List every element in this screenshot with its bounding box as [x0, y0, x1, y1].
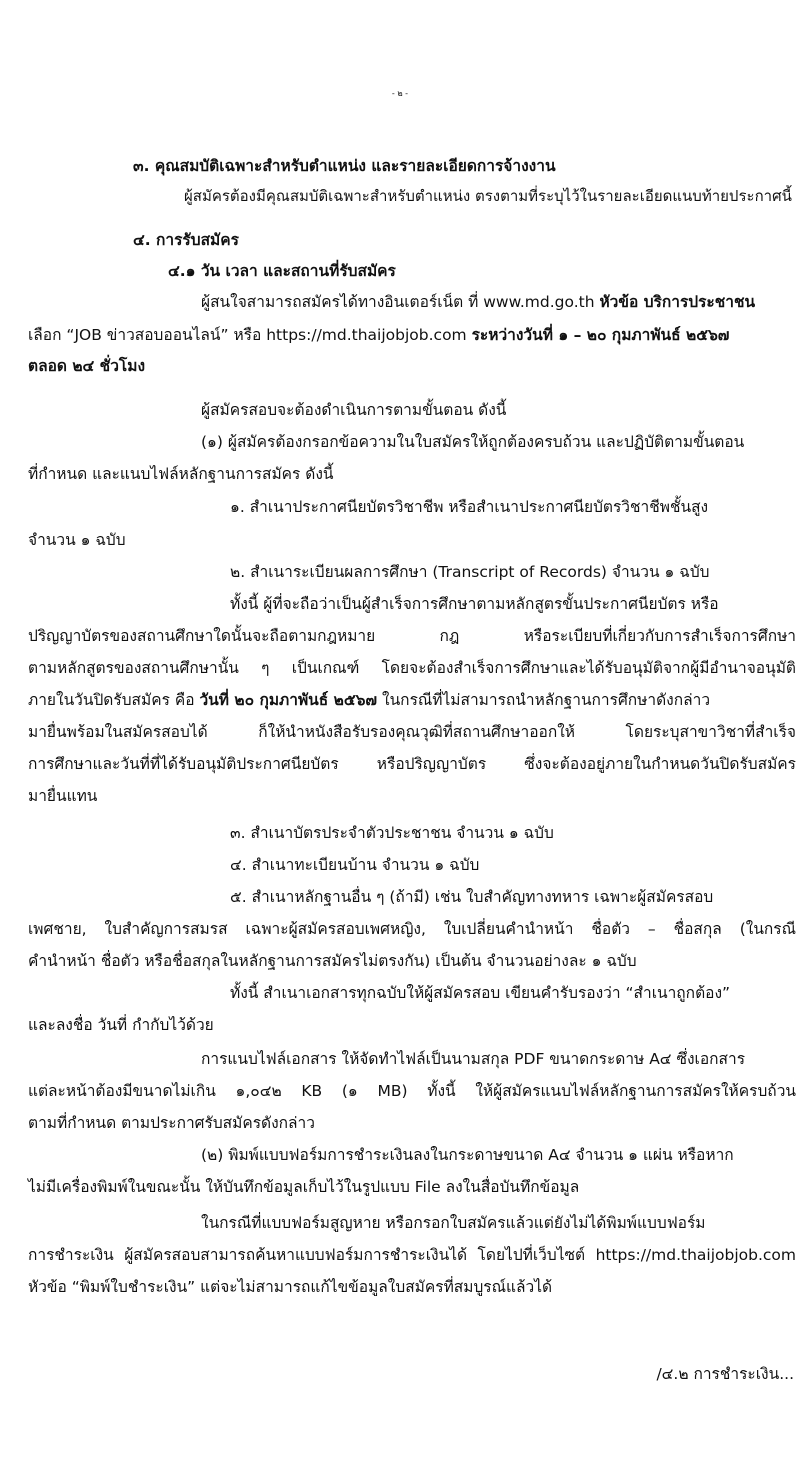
- lost-line3: หัวข้อ “พิมพ์ใบชำระเงิน” แต่จะไม่สามารถแก้ไขข้อมูลใบสมัครที่สมบูรณ์แล้วได้: [28, 1278, 553, 1296]
- intro-line3: ตลอด ๒๔ ชั่วโมง: [28, 357, 146, 375]
- step2-line2: ไม่มีเครื่องพิมพ์ในขณะนั้น ให้บันทึกข้อมูลเก็บไว้ในรูปแบบ File ลงในสื่อบันทึกข้อมูล: [28, 1178, 580, 1196]
- intro-line2-text: เลือก “JOB ข่าวสอบออนไลน์” หรือ https://md.thaijobjob.com: [28, 326, 467, 344]
- doc1-line2: จำนวน ๑ ฉบับ: [28, 531, 126, 549]
- lost-line1: ในกรณีที่แบบฟอร์มสูญหาย หรือกรอกใบสมัครแล้วแต่ยังไม่ได้พิมพ์แบบฟอร์ม: [201, 1214, 706, 1232]
- note-line4-text: ภายในวันปิดรับสมัคร คือ: [28, 691, 195, 709]
- section3-body: ผู้สมัครต้องมีคุณสมบัติเฉพาะสำหรับตำแหน่ง ตรงตามที่ระบุไว้ในรายละเอียดแนบท้ายประกาศนี้: [184, 187, 792, 205]
- attach-line3: ตามที่กำหนด ตามประกาศรับสมัครดังกล่าว: [28, 1114, 315, 1132]
- doc2: ๒. สำเนาระเบียนผลการศึกษา (Transcript of Records) จำนวน ๑ ฉบับ: [230, 563, 710, 581]
- note-line5: มายื่นพร้อมในสมัครสอบได้ ก็ให้นำหนังสือรับรองคุณวุฒิที่สถานศึกษาออกให้ โดยระบุสาขาวิชาที่สำเร็จ: [28, 723, 796, 741]
- step2-line1: (๒) พิมพ์แบบฟอร์มการชำระเงินลงในกระดาษขนาด A๔ จำนวน ๑ แผ่น หรือหาก: [201, 1146, 734, 1164]
- attach-line1: การแนบไฟล์เอกสาร ให้จัดทำไฟล์เป็นนามสกุล PDF ขนาดกระดาษ A๔ ซึ่งเอกสาร: [201, 1050, 746, 1068]
- note-line1: ทั้งนี้ ผู้ที่จะถือว่าเป็นผู้สำเร็จการศึกษาตามหลักสูตรขั้นประกาศนียบัตร หรือ: [230, 595, 719, 613]
- note-line4-tail: ในกรณีที่ไม่สามารถนำหลักฐานการศึกษาดังกล่าว: [382, 691, 711, 709]
- continuation-marker: /๔.๒ การชำระเงิน...: [656, 1365, 794, 1383]
- step1-line1: (๑) ผู้สมัครต้องกรอกข้อความในใบสมัครให้ถูกต้องครบถ้วน และปฏิบัติตามขั้นตอน: [201, 433, 745, 451]
- doc5-line1: ๕. สำเนาหลักฐานอื่น ๆ (ถ้ามี) เช่น ใบสำคัญทางทหาร เฉพาะผู้สมัครสอบ: [230, 888, 714, 906]
- note-line7: มายื่นแทน: [28, 787, 98, 805]
- intro-line2: [28, 323, 729, 347]
- intro-line1-bold: หัวข้อ บริการประชาชน: [599, 293, 756, 311]
- intro-line2-bold: ระหว่างวันที่ ๑ – ๒๐ กุมภาพันธ์ ๒๕๖๗: [471, 326, 730, 344]
- doc5-line2: เพศชาย, ใบสำคัญการสมรส เฉพาะผู้สมัครสอบเพศหญิง, ใบเปลี่ยนคำนำหน้า ชื่อตัว – ชื่อสกุล (ในกรณี: [28, 920, 796, 938]
- section3-heading: ๓. คุณสมบัติเฉพาะสำหรับตำแหน่ง และรายละเอียดการจ้างงาน: [133, 157, 556, 175]
- note-line4: [28, 688, 710, 712]
- doc3: ๓. สำเนาบัตรประจำตัวประชาชน จำนวน ๑ ฉบับ: [230, 824, 554, 842]
- note-line6: การศึกษาและวันที่ที่ได้รับอนุมัติประกาศนียบัตร หรือปริญญาบัตร ซึ่งจะต้องอยู่ภายในกำหนดวันปิดรับสมัคร: [28, 755, 796, 773]
- attach-line2: แต่ละหน้าต้องมีขนาดไม่เกิน ๑,๐๔๒ KB (๑ MB) ทั้งนี้ ให้ผู้สมัครแนบไฟล์หลักฐานการสมัครให้ครบถ้วน: [28, 1082, 796, 1100]
- note-line2: ปริญญาบัตรของสถานศึกษาใดนั้นจะถือตามกฎหมาย กฎ หรือระเบียบที่เกี่ยวกับการสำเร็จการศึกษา: [28, 627, 796, 645]
- section4-heading: ๔. การรับสมัคร: [133, 231, 239, 249]
- lost-line2: การชำระเงิน ผู้สมัครสอบสามารถค้นหาแบบฟอร์มการชำระเงินได้ โดยไปที่เว็บไซต์ https://md.thaijobjob.com: [28, 1246, 796, 1264]
- steps-intro: ผู้สมัครสอบจะต้องดำเนินการตามขั้นตอน ดังนี้: [201, 401, 507, 419]
- doc5-line3: คำนำหน้า ชื่อตัว หรือชื่อสกุลในหลักฐานการสมัครไม่ตรงกัน) เป็นต้น จำนวนอย่างละ ๑ ฉบับ: [28, 952, 637, 970]
- section41-heading: ๔.๑ วัน เวลา และสถานที่รับสมัคร: [168, 262, 396, 280]
- doc4: ๔. สำเนาทะเบียนบ้าน จำนวน ๑ ฉบับ: [230, 856, 480, 874]
- certify-line1: ทั้งนี้ สำเนาเอกสารทุกฉบับให้ผู้สมัครสอบ เขียนคำรับรองว่า “สำเนาถูกต้อง”: [230, 984, 731, 1002]
- certify-line2: และลงชื่อ วันที่ กำกับไว้ด้วย: [28, 1016, 214, 1034]
- close-date: วันที่ ๒๐ กุมภาพันธ์ ๒๕๖๗: [199, 691, 378, 709]
- note-line3: ตามหลักสูตรของสถานศึกษานั้น ๆ เป็นเกณฑ์ โดยจะต้องสำเร็จการศึกษาและได้รับอนุมัติจากผู้มีอำนาจอนุมัติ: [28, 659, 796, 677]
- page-number: - ๒ -: [391, 89, 409, 98]
- step1-line2: ที่กำหนด และแนบไฟล์หลักฐานการสมัคร ดังนี้: [28, 465, 334, 483]
- intro-line1: [201, 290, 755, 314]
- intro-line1-text: ผู้สนใจสามารถสมัครได้ทางอินเตอร์เน็ต ที่ www.md.go.th: [201, 293, 595, 311]
- doc1-line1: ๑. สำเนาประกาศนียบัตรวิชาชีพ หรือสำเนาประกาศนียบัตรวิชาชีพชั้นสูง: [230, 498, 709, 516]
